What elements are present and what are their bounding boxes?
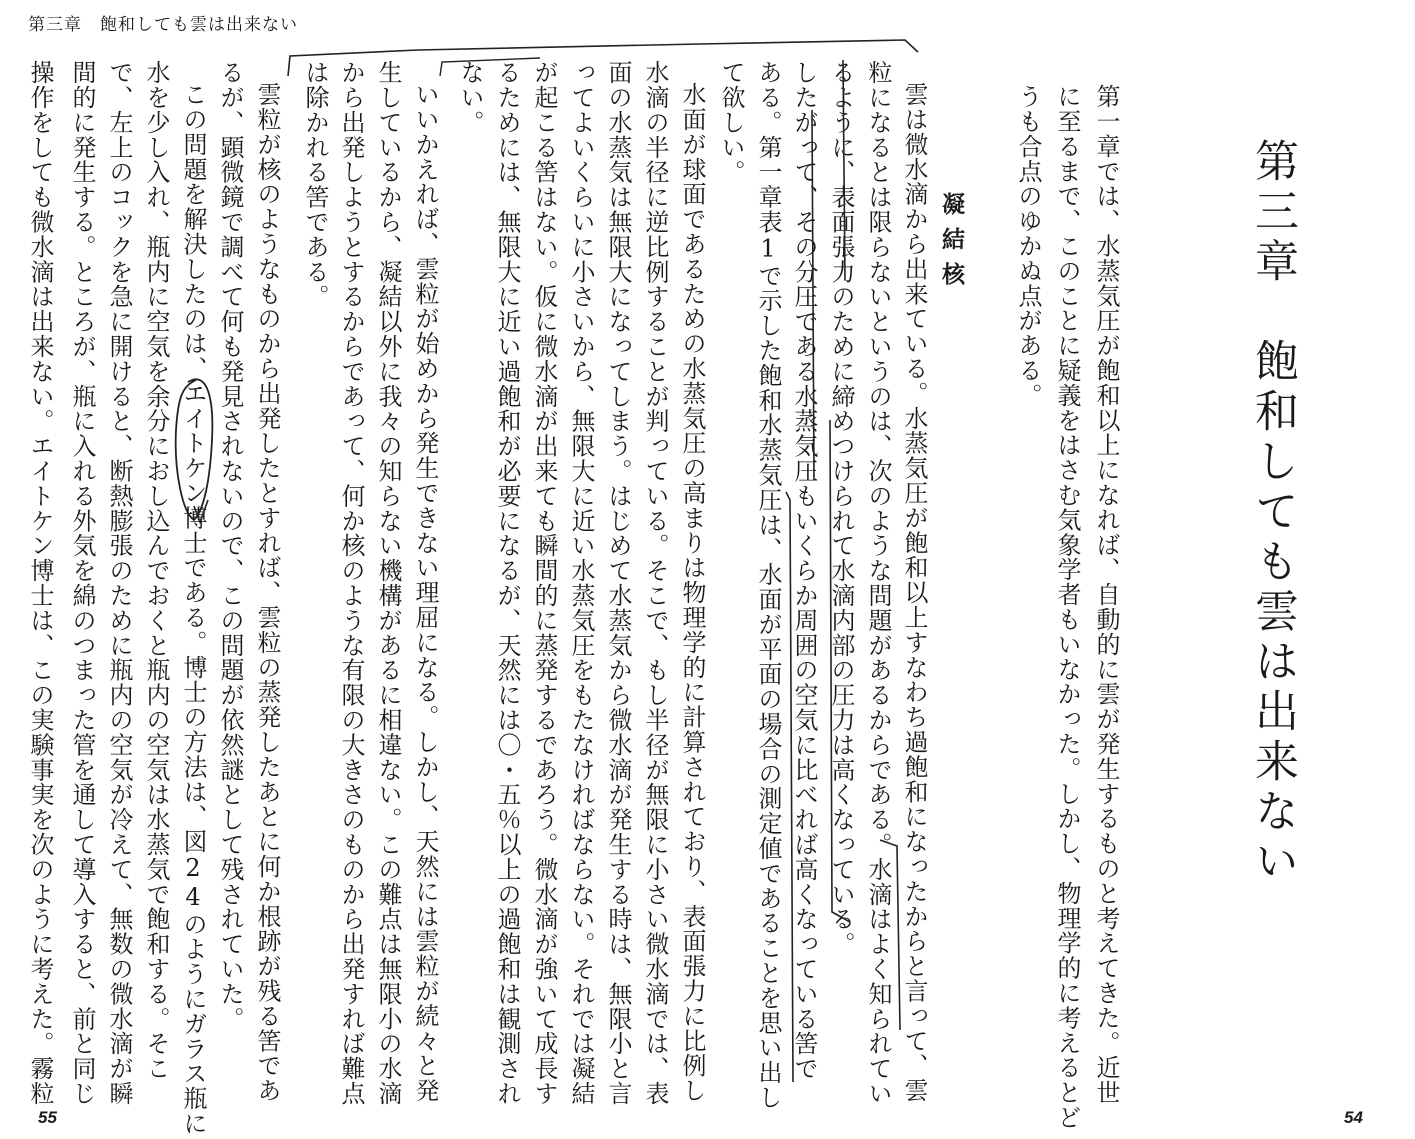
body-column: で、左上のコックを急に開けると、断熱膨張のために瓶内の空気が冷えて、無数の微水滴が瞬 bbox=[105, 60, 133, 1106]
body-column: るためには、無限大に近い過飽和が必要になるが、天然には〇・五％以上の過飽和は観測され bbox=[493, 60, 521, 1106]
chapter-title: 第三章 飽和しても雲は出来ない bbox=[1247, 138, 1298, 888]
body-column: 面の水蒸気は無限大になってしまう。はじめて水蒸気から微水滴が発生する時は、無限小と言 bbox=[604, 60, 632, 1106]
body-column: ない。 bbox=[456, 60, 484, 135]
bracket-mark-second bbox=[440, 58, 540, 76]
circle-annotation bbox=[176, 379, 213, 520]
sideline-mark-5 bbox=[786, 492, 793, 1082]
running-head: 第三章 飽和しても雲は出来ない bbox=[28, 15, 298, 35]
intro-column: に至るまで、このことに疑義をはさむ気象学者もいなかった。しかし、物理学的に考えるとど bbox=[1053, 84, 1081, 1130]
bracket-mark-top bbox=[288, 40, 918, 76]
body-column: 水面が球面であるための水蒸気圧の高まりは物理学的に計算されており、表面張力に比例し bbox=[678, 82, 706, 1103]
body-column: 雲粒が核のようなものから出発したとすれば、雲粒の蒸発したあとに何か根跡が残る筈であ bbox=[253, 82, 281, 1103]
body-column: るように、表面張力のために締めつけられて水滴内部の圧力は高くなっている。 bbox=[827, 60, 855, 957]
sideline-mark-3 bbox=[880, 840, 900, 1030]
body-column: ってよいくらいに小さいから、無限大に近い水蒸気圧をもたなければならない。それでは凝結 bbox=[567, 60, 595, 1106]
sideline-mark-1 bbox=[843, 60, 845, 280]
body-column: は除かれる筈である。 bbox=[301, 60, 329, 309]
body-column: したがって、その分圧である水蒸気圧もいくらか周囲の空気に比べれば高くなっている筈で bbox=[790, 60, 818, 1081]
body-column: 操作をしても微水滴は出来ない。エイトケン博士は、この実験事実を次のように考えた。霧粒 bbox=[26, 60, 54, 1106]
body-column: て欲しい。 bbox=[717, 60, 745, 185]
page-number-right: 54 bbox=[1344, 1108, 1363, 1127]
body-column: 生しているから、凝結以外に我々の知らない機構があるに相違ない。この難点は無限小の水滴 bbox=[374, 60, 402, 1106]
body-column: いいかえれば、雲粒が始めから発生できない理屈になる。しかし、天然には雲粒が続々と発 bbox=[411, 82, 439, 1103]
sideline-mark-2 bbox=[812, 110, 814, 480]
body-column: から出発しようとするからであって、何か核のような有限の大きさのものから出発すれば難点 bbox=[337, 60, 365, 1106]
body-column: が起こる筈はない。仮に微水滴が出来ても瞬間的に蒸発するであろう。微水滴が強いて成長す bbox=[530, 60, 558, 1106]
section-heading: 凝結核 bbox=[938, 192, 964, 297]
intro-column: 第一章では、水蒸気圧が飽和以上になれば、自動的に雲が発生するものと考えてきた。近世 bbox=[1092, 84, 1120, 1105]
intro-column: うも合点のゆかぬ点がある。 bbox=[1014, 84, 1042, 408]
body-column: この問題を解決したのは、エイトケン博士である。博士の方法は、図24のようにガラス瓶に bbox=[179, 82, 207, 1136]
body-column: 雲は微水滴から出来ている。水蒸気圧が飽和以上すなわち過飽和になったからと言って、雲 bbox=[900, 82, 928, 1103]
body-column: ある。第一章表1で示した飽和水蒸気圧は、水面が平面の場合の測定値であることを思い出し bbox=[754, 60, 782, 1110]
body-column: るが、顕微鏡で調べて何も発見されないので、この問題が依然謎として残されていた。 bbox=[216, 60, 244, 1032]
body-column: 水滴の半径に逆比例することが判っている。そこで、もし半径が無限に小さい微水滴では、表 bbox=[641, 60, 669, 1106]
body-column: 水を少し入れ、瓶内に空気を余分におし込んでおくと瓶内の空気は水蒸気で飽和する。そこ bbox=[142, 60, 170, 1081]
body-column: 間的に発生する。ところが、瓶に入れる外気を綿のつまった管を通して導入すると、前と同じ bbox=[68, 60, 96, 1106]
body-column: 粒になるとは限らないというのは、次のような問題があるからである。水滴はよく知られてい bbox=[864, 60, 892, 1106]
page-number-left: 55 bbox=[38, 1108, 57, 1127]
sideline-mark-4 bbox=[830, 420, 850, 922]
